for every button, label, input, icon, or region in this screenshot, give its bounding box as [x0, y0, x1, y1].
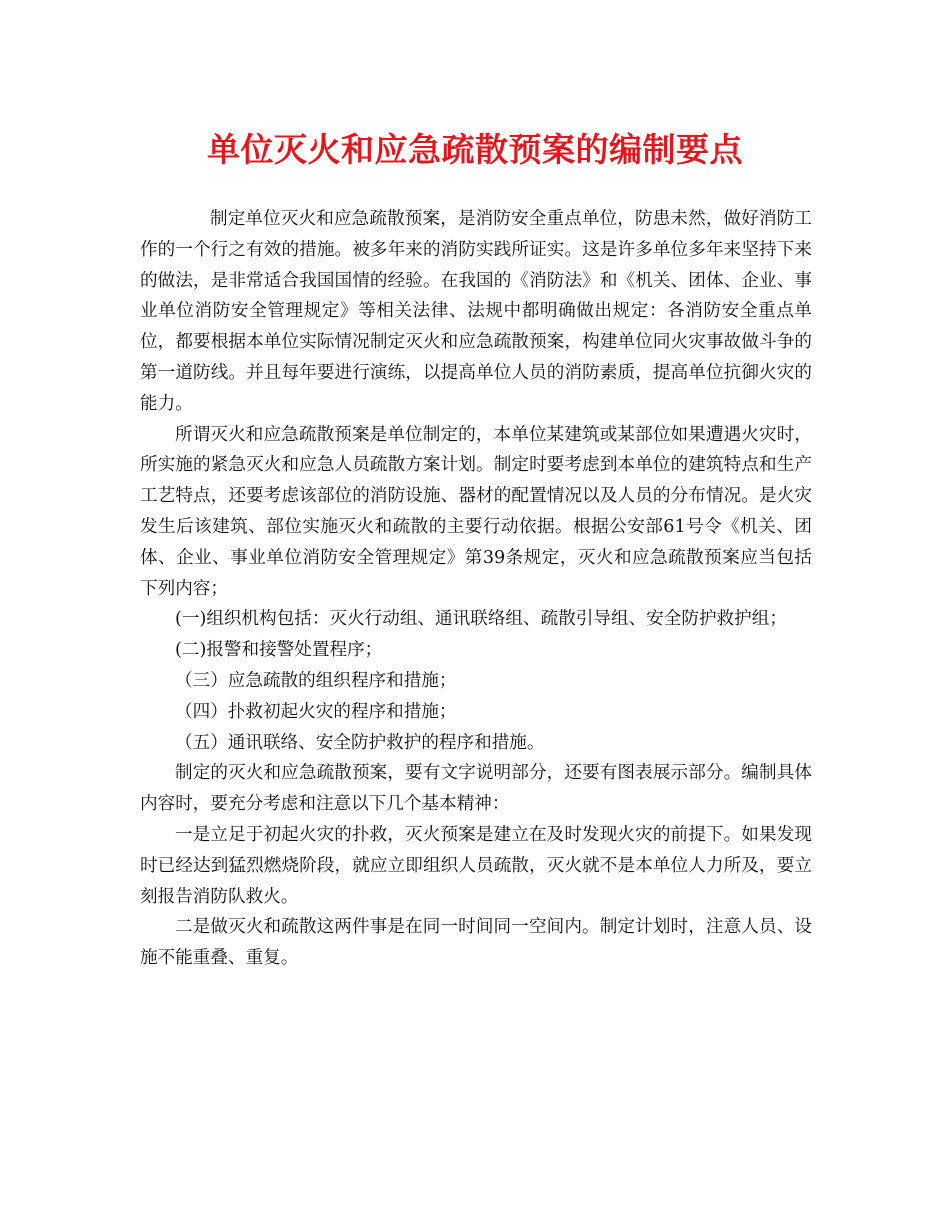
document-title: 单位灭火和应急疏散预案的编制要点 [207, 130, 743, 169]
list-item-2: (二)报警和接警处置程序； [175, 640, 383, 661]
paragraph-point-two: 二是做灭火和疏散这两件事是在同一时间同一空间内。制定计划时，注意人员、设施不能重叠、重复。 [140, 917, 812, 969]
paragraph-point-one: 一是立足于初起火灾的扑救，灭火预案是建立在及时发现火灾的前提下。如果发现时已经达到猛烈燃烧阶段，就应立即组织人员疏散，灭火就不是本单位人力所及，要立刻报告消防队救火。 [140, 824, 812, 907]
list-item-3: （三）应急疏散的组织程序和措施； [175, 670, 457, 691]
paragraph-intro: 制定单位灭火和应急疏散预案，是消防安全重点单位，防患未然，做好消防工作的一个行之有效的措施。被多年来的消防实践所证实。这是许多单位多年来坚持下来的做法，是非常适合我国国情的经验。在我国的《消防法》和《机关、团体、企业、事业单位消防安全管理规定》等相关法律、法规中都明确做出规定：各消防安全重点单位，都要根据本单位实际情况制定灭火和应急疏散预案，构建单位同火灾事故做斗争的第一道防线。并且每年要进行演练，以提高单位人员的消防素质，提高单位抗御火灾的能力。 [140, 209, 812, 414]
paragraph-definition: 所谓灭火和应急疏散预案是单位制定的，本单位某建筑或某部位如果遭遇火灾时，所实施的紧急灭火和应急人员疏散方案计划。制定时要考虑到本单位的建筑特点和生产工艺特点，还要考虑该部位的消防设施、器材的配置情况以及人员的分布情况。是火灾发生后该建筑、部位实施灭火和疏散的主要行动依据。根据公安部61号令《机关、团体、企业、事业单位消防安全管理规定》第39条规定，灭火和应急疏散预案应当包括下列内容； [140, 424, 812, 599]
list-item-1: (一)组织机构包括：灭火行动组、通讯联络组、疏散引导组、安全防护救护组； [175, 609, 787, 630]
list-item-5: （五）通讯联络、安全防护救护的程序和措施。 [175, 732, 545, 753]
document-body [140, 204, 812, 974]
paragraph-requirements: 制定的灭火和应急疏散预案，要有文字说明部分，还要有图表展示部分。编制具体内容时，要充分考虑和注意以下几个基本精神： [140, 763, 812, 815]
list-item-4: （四）扑救初起火灾的程序和措施； [175, 701, 457, 722]
